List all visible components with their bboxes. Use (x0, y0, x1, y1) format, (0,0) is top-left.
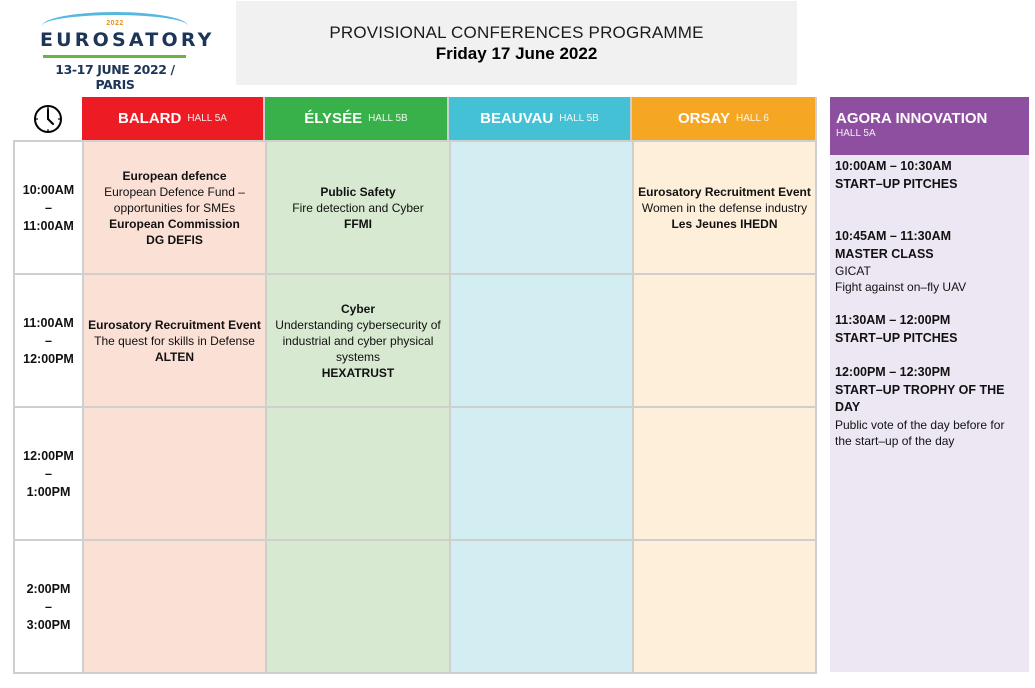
room-header-beauvau (449, 97, 632, 140)
session-topic: Public Safety (320, 184, 396, 199)
room-hall: HALL 5B (559, 113, 599, 124)
room-name: BALARD (118, 110, 182, 127)
agora-item-time: 10:45AM – 11:30AM (835, 229, 952, 243)
session-org: ALTEN (154, 349, 195, 364)
room-header-balard (82, 97, 265, 140)
logo-underline (43, 55, 186, 58)
time-slot (13, 275, 82, 408)
slot-sep: – (45, 466, 52, 481)
session-topic: Cyber (340, 301, 375, 316)
session-balard-1100 (82, 275, 265, 408)
agora-item-line: Public vote of the day before for the start–up of the day (835, 417, 1005, 448)
agora-item-title: MASTER CLASS (835, 246, 934, 261)
session-beauvau-1100 (449, 275, 632, 408)
agora-item-line: Fight against on–fly UAV (835, 280, 967, 294)
session-desc: Women in the defense industry (641, 200, 808, 215)
slot-sep: – (45, 599, 52, 614)
logo-year: 2022 (106, 20, 124, 27)
agora-header (830, 97, 1029, 155)
session-elysee-1400 (265, 541, 449, 674)
session-elysee-1200 (265, 408, 449, 541)
agora-item-title: START–UP PITCHES (835, 176, 958, 191)
session-desc: The quest for skills in Defense (94, 333, 255, 348)
slot-sep: – (45, 200, 52, 215)
agora-hall: HALL 5A (836, 128, 876, 139)
room-header-elysee (265, 97, 449, 140)
clock-icon (33, 104, 63, 134)
session-org: FFMI (344, 216, 372, 231)
room-hall: HALL 5A (187, 113, 227, 124)
slot-end: 3:00PM (26, 617, 71, 632)
room-header-orsay (632, 97, 817, 140)
session-desc: Understanding cybersecurity of industrial and cyber physical systems (275, 317, 441, 364)
session-org: HEXATRUST (321, 365, 395, 380)
session-balard-1000 (82, 142, 265, 275)
room-name: BEAUVAU (480, 110, 554, 127)
room-hall: HALL 5B (368, 113, 408, 124)
agora-schedule (830, 155, 1029, 672)
agora-item (835, 158, 1029, 193)
session-elysee-1000 (265, 142, 449, 275)
session-beauvau-1000 (449, 142, 632, 275)
session-orsay-1200 (632, 408, 817, 541)
programme-date: Friday 17 June 2022 (435, 44, 598, 63)
agora-item-title: START–UP TROPHY OF THE DAY (835, 382, 1005, 414)
time-slot (13, 541, 82, 674)
session-org: DG DEFIS (146, 232, 203, 247)
agora-item-time: 12:00PM – 12:30PM (835, 365, 951, 379)
programme-title-box (236, 1, 797, 85)
session-orsay-1100 (632, 275, 817, 408)
agora-item-title: START–UP PITCHES (835, 330, 958, 345)
session-topic: Eurosatory Recruitment Event (638, 184, 811, 199)
room-hall: HALL 6 (735, 113, 769, 124)
agora-item-line: GICAT (835, 264, 871, 278)
session-org: Les Jeunes IHEDN (671, 216, 778, 231)
slot-end: 12:00PM (23, 351, 74, 366)
session-desc: European Defence Fund – opportunities for SMEs (104, 184, 245, 215)
agora-item-time: 10:00AM – 10:30AM (835, 159, 952, 173)
agora-item (835, 312, 1029, 347)
session-desc: Fire detection and Cyber (292, 200, 424, 215)
session-orsay-1000 (632, 142, 817, 275)
slot-end: 11:00AM (23, 218, 74, 233)
session-topic: Eurosatory Recruitment Event (88, 317, 261, 332)
session-org: European Commission (109, 216, 240, 231)
logo-dates: 13-17 JUNE 2022 / PARIS (55, 62, 175, 92)
session-balard-1200 (82, 408, 265, 541)
agora-item-time: 11:30AM – 12:00PM (835, 313, 951, 327)
time-slot (13, 142, 82, 275)
agora-name: AGORA INNOVATION (836, 110, 988, 127)
agora-item (835, 228, 1029, 295)
slot-end: 1:00PM (26, 484, 71, 499)
slot-start: 2:00PM (26, 581, 71, 596)
slot-start: 10:00AM (22, 182, 75, 197)
room-name: ÉLYSÉE (304, 110, 363, 127)
session-topic: European defence (122, 168, 227, 183)
session-beauvau-1200 (449, 408, 632, 541)
agora-item (835, 364, 1029, 449)
session-balard-1400 (82, 541, 265, 674)
eurosatory-logo (40, 8, 215, 92)
session-beauvau-1400 (449, 541, 632, 674)
time-column-header (13, 97, 82, 140)
time-slot (13, 408, 82, 541)
room-name: ORSAY (678, 110, 730, 127)
session-elysee-1100 (265, 275, 449, 408)
logo-brand: EUROSATORY (40, 29, 215, 51)
slot-sep: – (45, 333, 52, 348)
slot-start: 11:00AM (23, 315, 74, 330)
session-orsay-1400 (632, 541, 817, 674)
slot-start: 12:00PM (23, 448, 74, 463)
programme-title: PROVISIONAL CONFERENCES PROGRAMME (329, 23, 704, 42)
